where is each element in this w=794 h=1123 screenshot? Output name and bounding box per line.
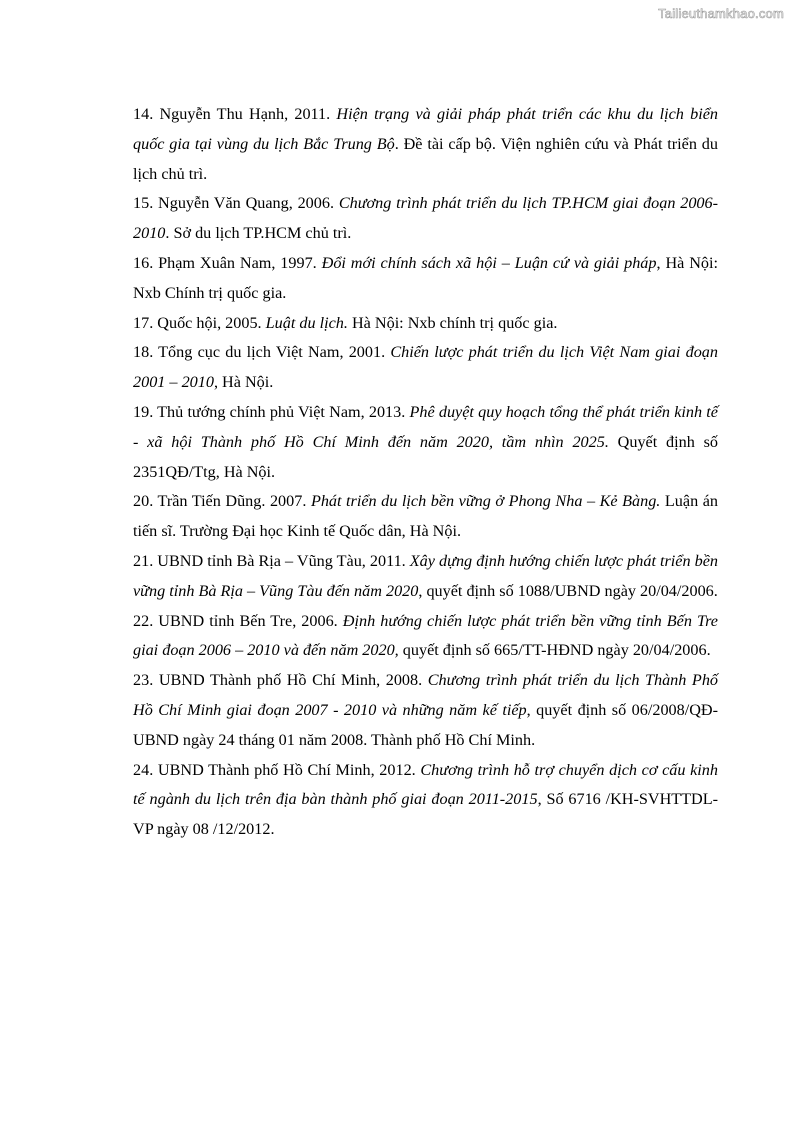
reference-author: UBND tỉnh Bến Tre, 2006. (158, 611, 343, 630)
reference-number: 24. (133, 760, 154, 779)
reference-details: . Đề tài cấp bộ. Viện nghiên cứu và Phát triển du lịch chủ trì. (133, 134, 718, 183)
reference-number: 19. (133, 402, 154, 421)
reference-title: Chương trình phát triển du lịch Thành Phố Hồ Chí Minh giai đoạn 2007 - 2010 và những năm kế tiếp (133, 671, 719, 719)
reference-item (133, 309, 718, 339)
reference-author: Thủ tướng chính phủ Việt Nam, 2013. (157, 402, 410, 421)
reference-author: Quốc hội, 2005. (157, 313, 266, 332)
reference-title: Xây dựng định hướng chiến lược phát triển bền vững tỉnh Bà Rịa – Vũng Tàu đến năm 2020 (133, 551, 719, 600)
reference-details: Quyết định số 2351QĐ/Ttg, Hà Nội. (133, 432, 718, 481)
reference-author: UBND Thành phố Hồ Chí Minh, 2012. (157, 760, 421, 779)
reference-number: 23. (133, 671, 154, 690)
reference-item (133, 189, 718, 249)
reference-number: 20. (133, 492, 154, 511)
reference-number: 17. (133, 313, 154, 332)
reference-item (133, 398, 718, 487)
reference-author: UBND Thành phố Hồ Chí Minh, 2008. (158, 671, 428, 690)
reference-title: Đổi mới chính sách xã hội – Luận cứ và giải pháp (321, 253, 657, 272)
reference-number: 22. (133, 611, 154, 630)
reference-number: 14. (133, 105, 154, 123)
reference-details: , Số 6716 /KH-SVHTTDL-VP ngày 08 /12/2012. (133, 790, 718, 839)
reference-details: Hà Nội: Nxb chính trị quốc gia. (347, 313, 558, 332)
reference-number: 16. (133, 253, 154, 272)
reference-details: Luận án tiến sĩ. Trường Đại học Kinh tế Quốc dân, Hà Nội. (133, 492, 718, 541)
reference-details: , quyết định số 1088/UBND ngày 20/04/2006. (418, 581, 718, 600)
reference-details: . Sở du lịch TP.HCM chủ trì. (165, 224, 352, 243)
reference-item (133, 547, 718, 607)
reference-details: , Hà Nội: Nxb Chính trị quốc gia. (133, 253, 719, 302)
reference-details: , Hà Nội. (213, 373, 274, 392)
reference-author: Phạm Xuân Nam, 1997. (158, 253, 322, 272)
reference-title: Chương trình phát triển du lịch TP.HCM giai đoạn 2006-2010 (133, 194, 719, 243)
reference-title: Chương trình hỗ trợ chuyển dịch cơ cấu kinh tế ngành du lịch trên địa bàn thành phố giai đoạn 2011-2015 (133, 760, 718, 809)
reference-item (133, 100, 718, 189)
reference-title: Hiện trạng và giải pháp phát triển các khu du lịch biển quốc gia tại vùng du lịch Bắc Trung Bộ (133, 105, 718, 153)
reference-details: , quyết định số 06/2008/QĐ-UBND ngày 24 tháng 01 năm 2008. Thành phố Hồ Chí Minh. (133, 700, 718, 749)
reference-title: Luật du lịch. (265, 313, 348, 332)
reference-number: 15. (133, 194, 154, 213)
reference-details: quyết định số 665/TT-HĐND ngày 20/04/2006. (398, 641, 711, 660)
reference-item (133, 338, 718, 398)
reference-author: Nguyễn Văn Quang, 2006. (158, 194, 339, 213)
reference-item (133, 666, 718, 755)
reference-author: Trần Tiến Dũng. 2007. (157, 492, 311, 511)
reference-title: Chiến lược phát triển du lịch Việt Nam giai đoạn 2001 – 2010 (133, 343, 718, 392)
reference-number: 21. (133, 551, 154, 570)
reference-item (133, 756, 718, 845)
reference-title: Phê duyệt quy hoạch tổng thể phát triển kinh tế - xã hội Thành phố Hồ Chí Minh đến năm 2020, tầm nhìn 2025. (133, 402, 718, 451)
reference-title: Phát triển du lịch bền vững ở Phong Nha – Kẻ Bàng. (310, 492, 661, 511)
reference-item (133, 249, 718, 309)
reference-number: 18. (133, 343, 154, 362)
watermark: Tailieuthamkhao.com (658, 6, 784, 21)
reference-author: Nguyễn Thu Hạnh, 2011. (159, 105, 337, 123)
reference-author: UBND tỉnh Bà Rịa – Vũng Tàu, 2011. (157, 551, 410, 570)
reference-title: Định hướng chiến lược phát triển bền vững tỉnh Bến Tre giai đoạn 2006 – 2010 và đến năm 2020, (133, 611, 718, 660)
reference-author: Tổng cục du lịch Việt Nam, 2001. (158, 343, 391, 362)
reference-list (133, 100, 718, 845)
reference-item (133, 607, 718, 667)
reference-item (133, 487, 718, 547)
